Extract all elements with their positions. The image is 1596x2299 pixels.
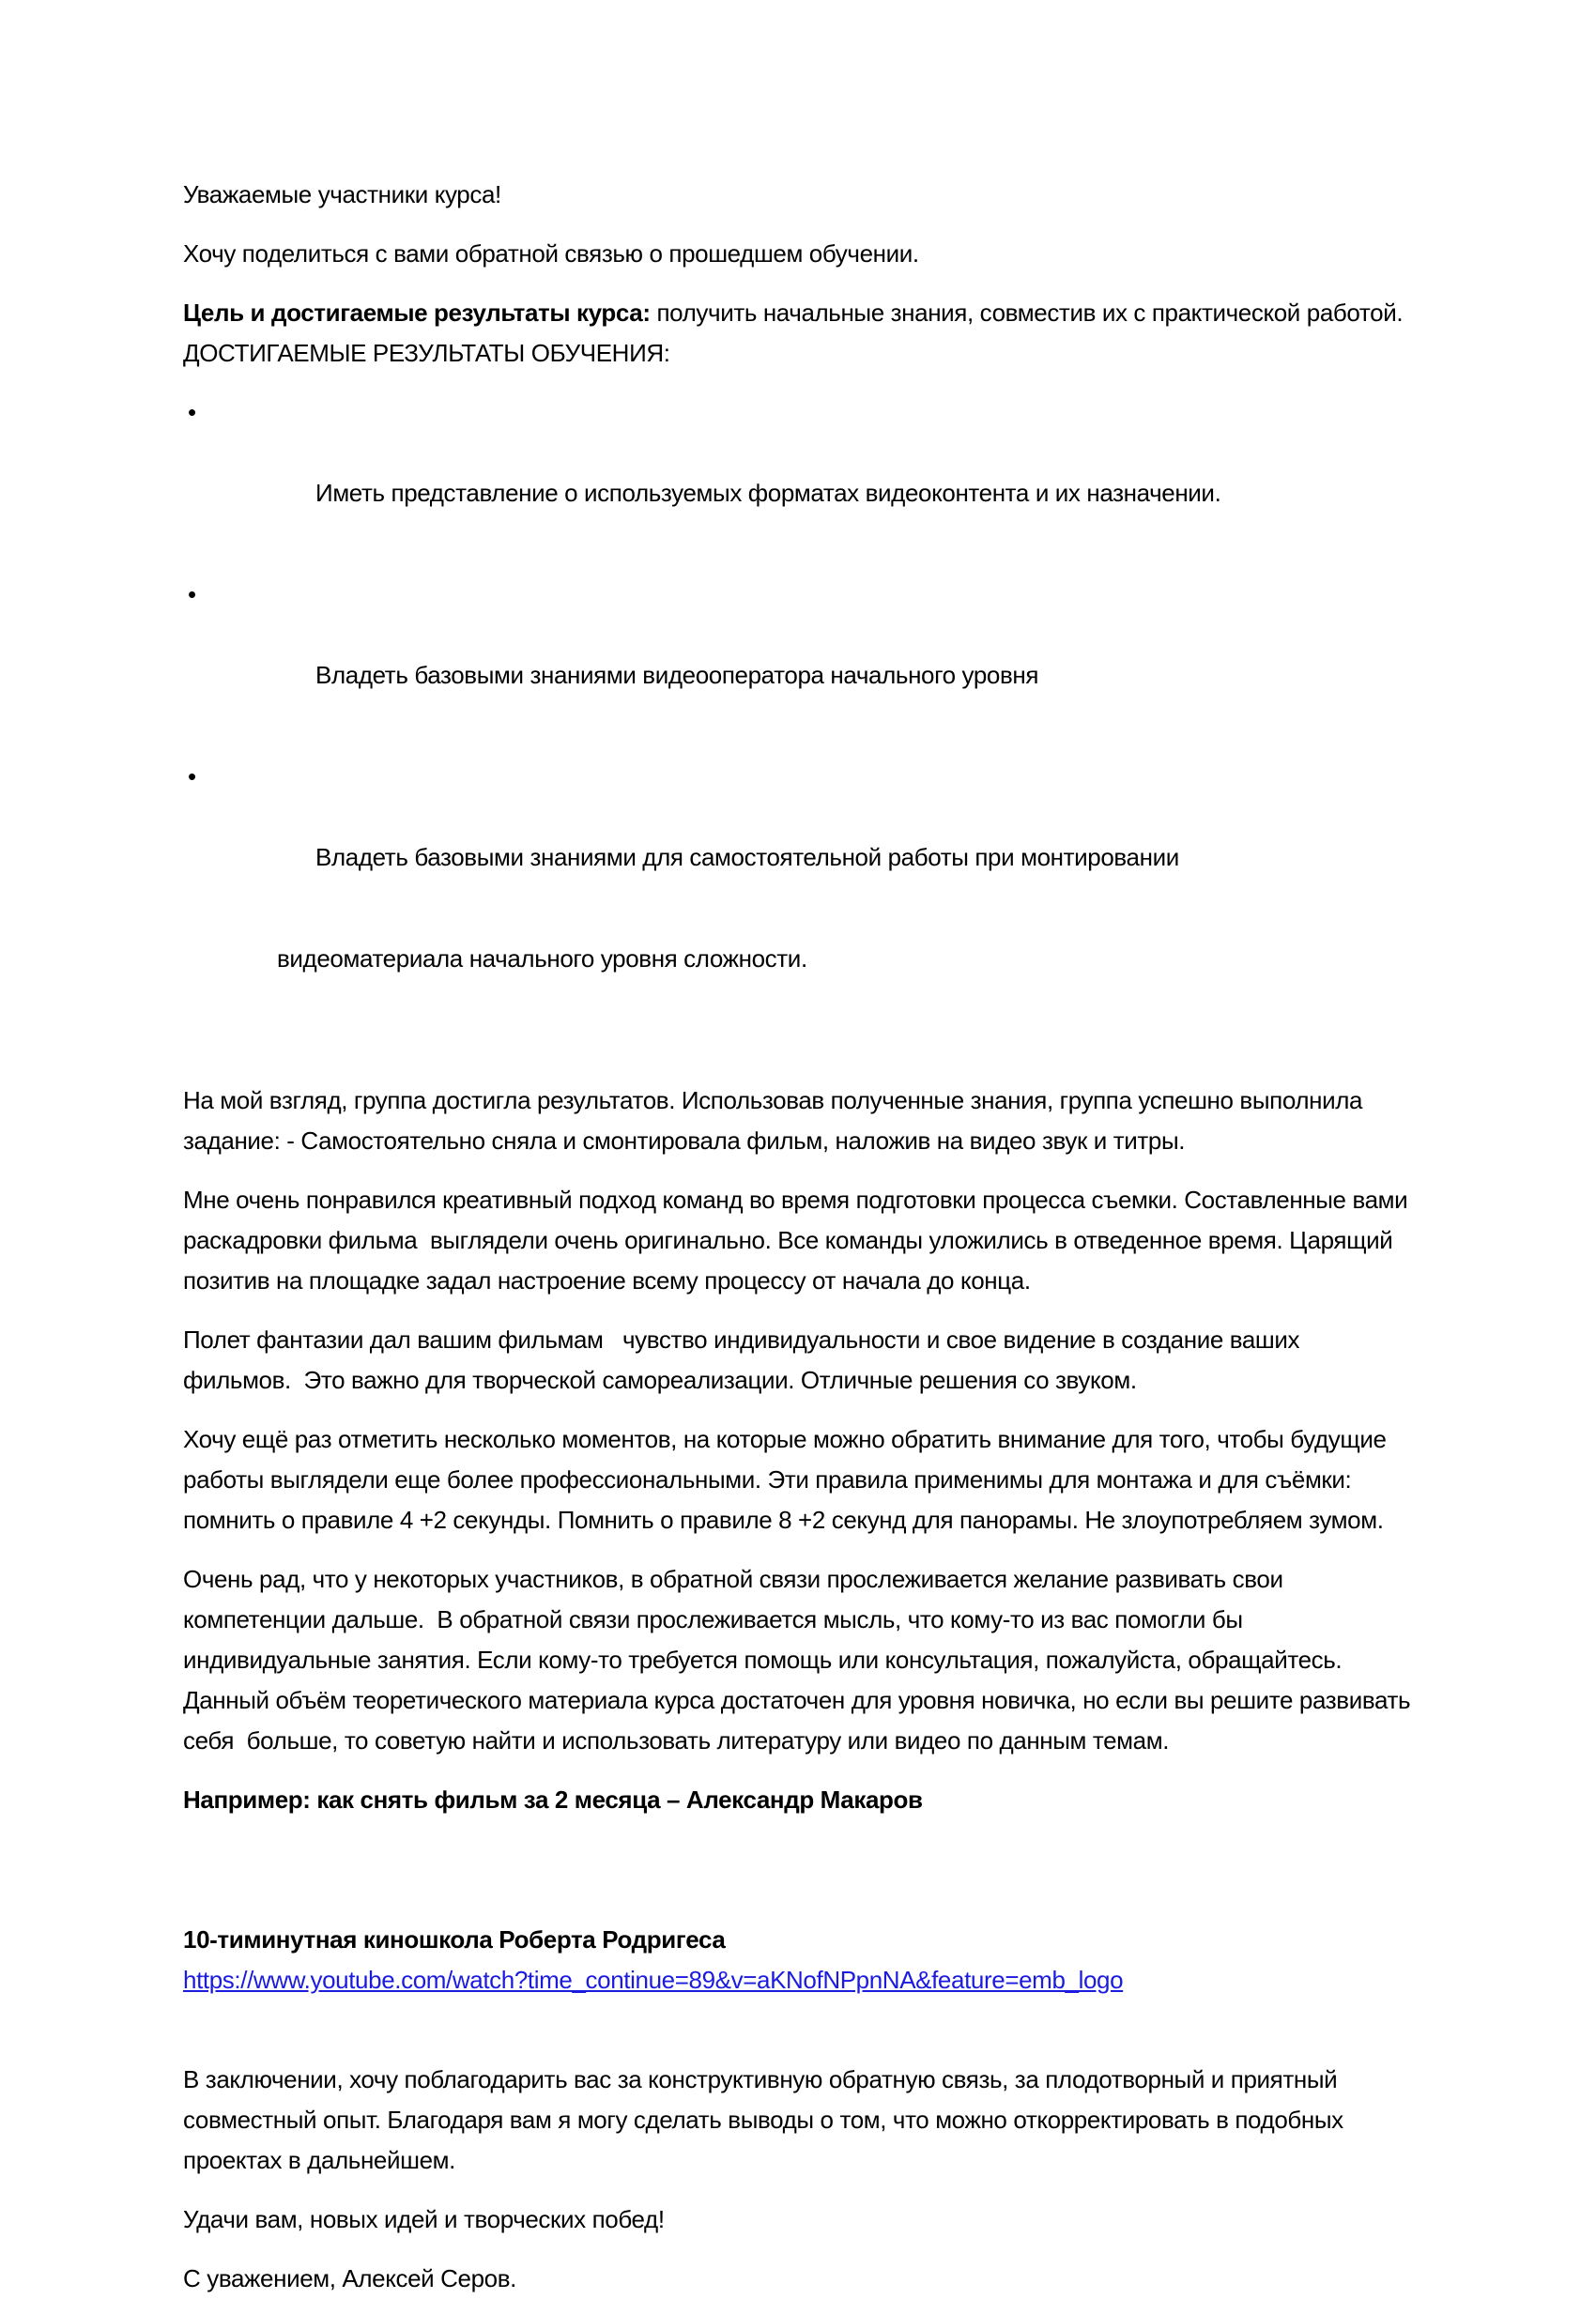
film-school-title: 10-тиминутная киношкола Роберта Родригеса [183, 1925, 726, 1954]
paragraph-rules: Хочу ещё раз отметить несколько моментов, на которые можно обратить внимание для того, чтобы будущие работы выглядели еще более профессиональными. Эти правила применимы для монтажа и для съёмки: помнить о правиле 4 +2 секунды. Помнить о правиле 8 +2 секунд для панорамы. Не злоупотребляем зумом. [183, 1425, 1393, 1534]
paragraph-results: На мой взгляд, группа достигла результатов. Использовав полученные знания, группа успешно выполнила задание: - Самостоятельно сняла и смонтировала фильм, наложив на видео звук и титры. [183, 1086, 1369, 1155]
paragraph-greeting: Уважаемые участники курса! [183, 180, 501, 208]
list-item [183, 575, 1413, 736]
bullet-text: Владеть базовыми знаниями видеооператора начального уровня [315, 661, 1039, 689]
youtube-link[interactable]: https://www.youtube.com/watch?time_continue=89&v=aKNofNPpnNA&feature=emb_logo [183, 1966, 1124, 1994]
paragraph-glad: Очень рад, что у некоторых участников, в обратной связи прослеживается желание развивать свои компетенции дальше. В обратной связи прослеживается мысль, что кому-то из вас помогли бы индивидуальные занятия. Если кому-то требуется помощь или консультация, пожалуйста, обращайтесь. Данный объём теоретического материала курса достаточен для уровня новичка, но если вы решите развивать себя больше, то советую найти и использовать литературу или видео по данным темам. [183, 1565, 1418, 1755]
bullet-continuation-text: видеоматериала начального уровня сложности. [277, 944, 807, 973]
paragraph-goal [183, 293, 1416, 374]
goal-rest: получить начальные знания, совместив их с практической работой. ДОСТИГАЕМЫЕ РЕЗУЛЬТАТЫ ОБУЧЕНИЯ: [183, 299, 1416, 367]
paragraph-fantasy: Полет фантазии дал вашим фильмам чувство индивидуальности и свое видение в создание ваших фильмов. Это важно для творческой самореализации. Отличные решения со звуком. [183, 1326, 1306, 1394]
bullet-text: Владеть базовыми знаниями для самостоятельной работы при монтировании [315, 843, 1179, 871]
paragraph-film-school [183, 1839, 1413, 2041]
bullet-text: Иметь представление о используемых форматах видеоконтента и их назначении. [315, 479, 1221, 507]
paragraph-creative: Мне очень понравился креативный подход команд во время подготовки процесса съемки. Составленные вами раскадровки фильма выглядели очень оригинально. Все команды уложились в отведенное время. Царящий позитив на площадке задал настроение всему процессу от начала до конца. [183, 1186, 1415, 1295]
paragraph-conclusion: В заключении, хочу поблагодарить вас за конструктивную обратную связь, за плодотворный и приятный совместный опыт. Благодаря вам я могу сделать выводы о том, что можно откорректировать в подобных проектах в дальнейшем. [183, 2065, 1350, 2174]
list-item [183, 757, 1413, 1060]
example-heading: Например: как снять фильм за 2 месяца – Александр Макаров [183, 1786, 923, 1814]
bullet-icon: • [188, 762, 196, 790]
bullet-icon: • [188, 398, 196, 426]
bullet-icon: • [188, 580, 196, 608]
paragraph-wishes: Удачи вам, новых идей и творческих побед! [183, 2205, 665, 2233]
goal-lead-bold: Цель и достигаемые результаты курса: [183, 299, 651, 327]
paragraph-signature: С уважением, Алексей Серов. [183, 2264, 517, 2292]
list-item [183, 392, 1413, 554]
paragraph-intro: Хочу поделиться с вами обратной связью о прошедшем обучении. [183, 239, 919, 268]
results-bullet-list [183, 392, 1413, 1060]
